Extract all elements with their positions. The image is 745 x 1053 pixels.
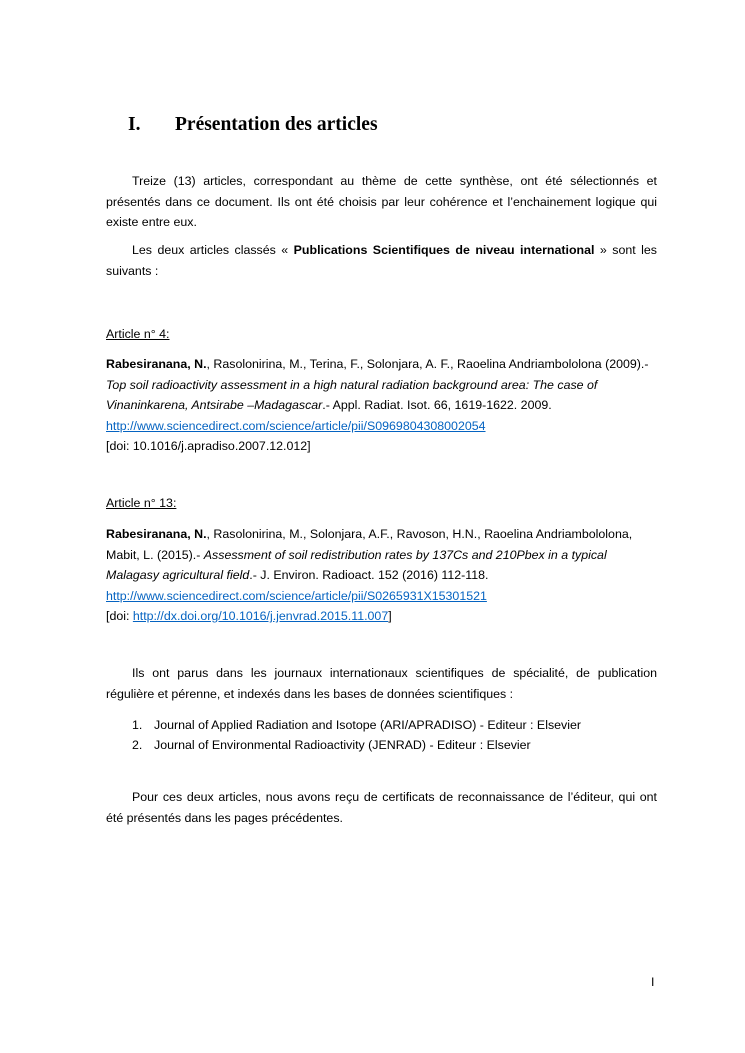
article-4-authors: , Rasolonirina, M., Terina, F., Solonjara, A. F., Raoelina Andriambololona (2009).- (206, 357, 649, 371)
intro-paragraph-2 (106, 240, 657, 281)
p2-before: Les deux articles classés « (132, 243, 294, 257)
closing-paragraph: Pour ces deux articles, nous avons reçu de certificats de reconnaissance de l’éditeur, qui ont été présentés dans les pages précédentes. (106, 790, 657, 825)
article-4-doi: [doi: 10.1016/j.apradiso.2007.12.012] (106, 439, 311, 453)
article-13-label: Article n° 13: (106, 496, 177, 510)
section-heading (128, 114, 378, 136)
p2-bold: Publications Scientifiques de niveau international (293, 243, 595, 257)
article-13-url[interactable]: http://www.sciencedirect.com/science/article/pii/S0265931X15301521 (106, 588, 487, 603)
article-13-title: Assessment of soil redistribution rates by 137Cs and 210Pbex in a typical Malagasy agricultural field (106, 547, 607, 582)
article-4-label: Article n° 4: (106, 327, 170, 341)
intro-paragraph: Treize (13) articles, correspondant au thème de cette synthèse, ont été sélectionnés et présentés dans ce document. Ils ont été choisis par leur cohérence et l’enchainement logique qui existe entre eux. (106, 174, 657, 229)
article-4-journal: .- Appl. Radiat. Isot. 66, 1619-1622. 2009. (322, 398, 552, 412)
p2-after: » sont les suivants : (106, 243, 657, 278)
article-13-journal: .- J. Environ. Radioact. 152 (2016) 112-118. (249, 568, 489, 582)
article-13-doi-suffix: ] (388, 609, 392, 623)
article-4-title: Top soil radioactivity assessment in a high natural radiation background area: The case of Vinaninkarena, Antsirabe –Madagascar (106, 377, 598, 412)
journals-paragraph: Ils ont parus dans les journaux internationaux scientifiques de spécialité, de publication régulière et pérenne, et indexés dans les bases de données scientifiques : (106, 666, 657, 701)
article-4-citation (106, 354, 657, 457)
article-4-first-author: Rabesiranana, N. (106, 357, 207, 371)
article-13-citation (106, 524, 657, 627)
article-4-url[interactable]: http://www.sciencedirect.com/science/article/pii/S0969804308002054 (106, 418, 486, 433)
page-number: I (651, 975, 655, 989)
article-13-authors: , Rasolonirina, M., Solonjara, A.F., Ravoson, H.N., Raoelina Andriambololona, Mabit, L. (2015).- (106, 527, 633, 562)
journal-list-item (132, 715, 581, 735)
article-13-doi-link[interactable]: http://dx.doi.org/10.1016/j.jenvrad.2015.11.007 (132, 609, 389, 623)
journal-number: 2. (132, 738, 143, 752)
article-13-first-author: Rabesiranana, N. (106, 527, 207, 541)
article-13-doi-prefix: [doi: (106, 609, 133, 623)
journal-text: Journal of Environmental Radioactivity (JENRAD) - Editeur : Elsevier (154, 738, 531, 752)
section-number: I. (128, 114, 141, 135)
journal-number: 1. (132, 718, 143, 732)
journal-list-item (132, 735, 531, 755)
journal-text: Journal of Applied Radiation and Isotope (ARI/APRADISO) - Editeur : Elsevier (154, 718, 581, 732)
section-title: Présentation des articles (175, 114, 378, 135)
